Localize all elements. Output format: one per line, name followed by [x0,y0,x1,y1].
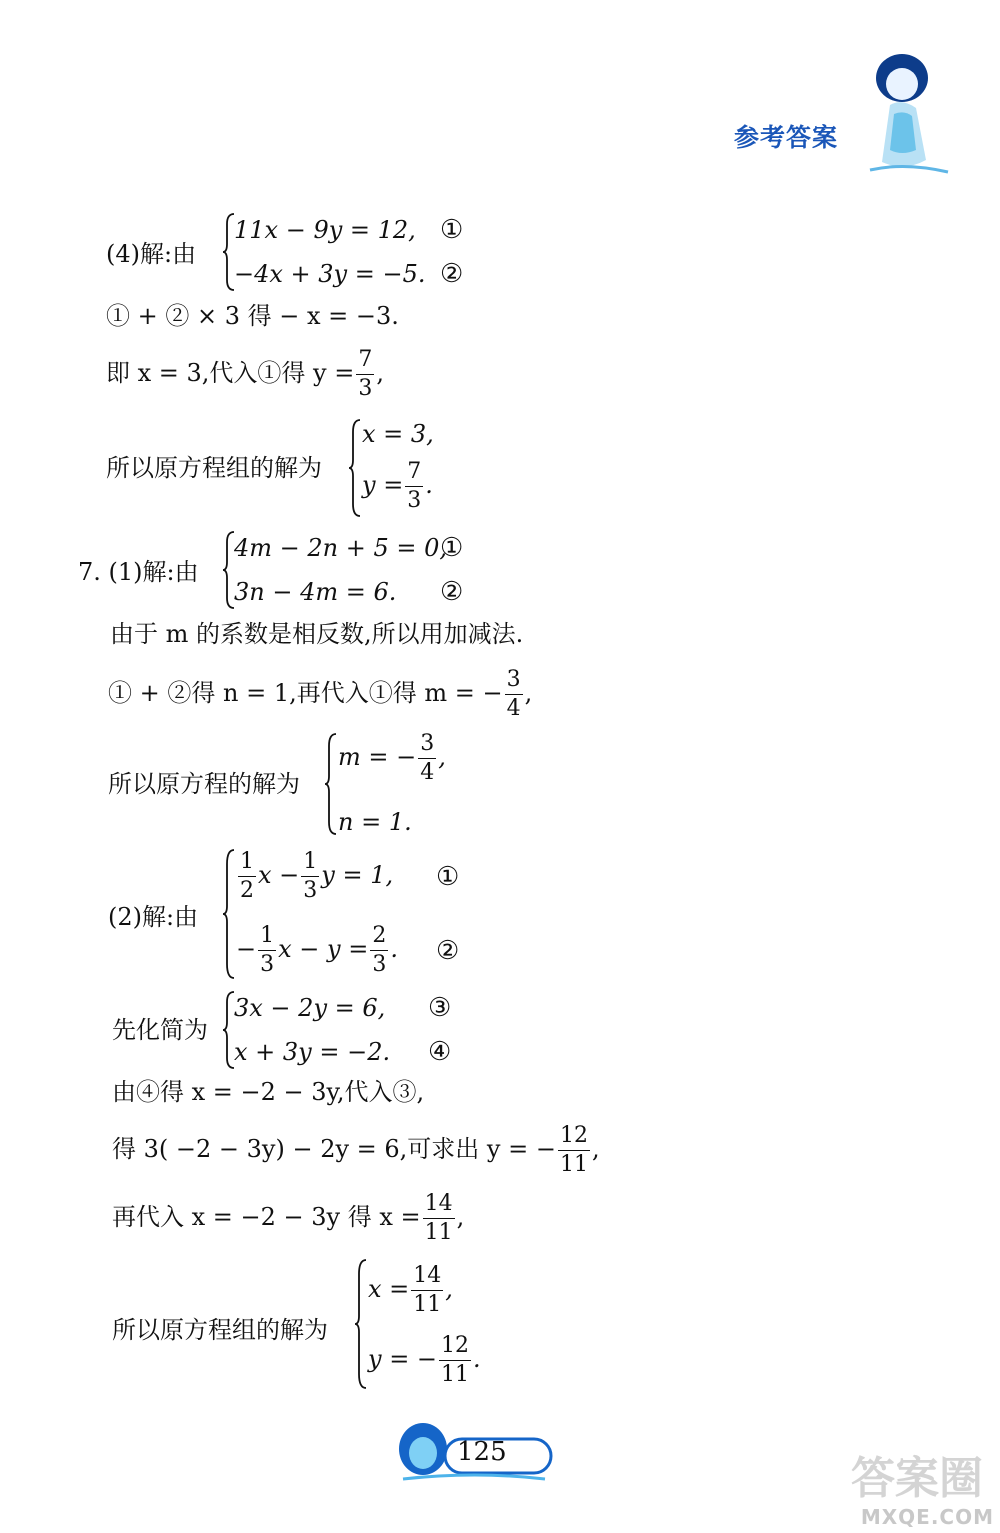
p4-system [222,212,482,292]
fraction: $\frac{7}{3}$ [358,347,373,402]
circled-1: ① [440,533,464,563]
q7-1-sol1: m = − $\frac{3}{4}$ , [338,731,446,786]
q7-2-simplified [222,990,472,1070]
p4-solution [348,418,488,518]
q7-1-system [222,530,482,610]
q7-2-simp2: x + 3y = −2. [234,1038,391,1066]
watermark [845,1440,1000,1533]
q7-2-simp-label: 先化简为 [112,1016,208,1044]
q7-2-step2: 得 3( −2 − 3y) − 2y = 6,可求出 y = − $\frac{12}{11}$ , [112,1123,600,1178]
page-header [720,50,950,190]
left-brace [222,848,236,980]
q7-2-simp1: 3x − 2y = 6, [234,994,386,1022]
p4-step2: 即 x = 3,代入①得 y = $\frac{7}{3}$ , [106,347,384,402]
circled-1: ① [440,215,464,245]
q7-2-sol1: x = $\frac{14}{11}$ , [368,1263,453,1318]
q7-1-eq1: 4m − 2n + 5 = 0, [234,534,448,562]
q7-2-sol-label: 所以原方程组的解为 [112,1316,328,1344]
p4-sol1: x = 3, [362,420,434,448]
q7-2-eq2: − $\frac{1}{3}$ x − y = $\frac{2}{3}$ . [236,923,398,978]
q7-1-sol-label: 所以原方程的解为 [108,770,300,798]
q7-1-solution [324,732,464,836]
q7-1-step: ① + ②得 n = 1,再代入①得 m = − $\frac{3}{4}$ , [108,667,533,722]
q7-2-system [222,848,482,980]
q7-2-sol2: y = − $\frac{12}{11}$ . [368,1333,481,1388]
page-number: 125 [457,1437,507,1467]
q7-1-note: 由于 m 的系数是相反数,所以用加减法. [110,620,524,648]
q7-2-label: (2)解:由 [108,903,199,931]
left-brace [348,418,362,518]
left-brace [354,1258,368,1390]
watermark-logo-text: 答案圈 [851,1453,983,1504]
q7-1-sol2: n = 1. [338,808,412,836]
q7-2-step1: 由④得 x = −2 − 3y,代入③, [112,1078,425,1106]
p4-eq1: 11x − 9y = 12, [234,216,416,244]
page-number-badge [395,1405,555,1485]
q7-2-step3: 再代入 x = −2 − 3y 得 x = $\frac{14}{11}$ , [112,1191,465,1246]
circled-4: ④ [428,1037,452,1067]
circled-2: ② [440,577,464,607]
circled-1: ① [436,862,460,892]
q7-2-eq1: $\frac{1}{2}$ x − $\frac{1}{3}$ y = 1, [240,849,394,904]
watermark-url: MXQE.COM [860,1505,994,1529]
left-brace [324,732,338,836]
p4-sol-label: 所以原方程组的解为 [106,454,322,482]
q7-2-solution [354,1258,514,1390]
mascot-illustration [860,50,950,180]
header-title: 参考答案 [734,123,839,152]
circled-3: ③ [428,993,452,1023]
p4-label: (4)解:由 [106,240,197,268]
p4-step1: ① + ② × 3 得 − x = −3. [106,302,399,330]
p4-sol2: y = $\frac{7}{3}$ . [362,459,433,514]
p4-eq2: −4x + 3y = −5. [234,260,426,288]
circled-2: ② [436,936,460,966]
q7-1-label: 7. (1)解:由 [78,558,199,586]
q7-1-eq2: 3n − 4m = 6. [234,578,397,606]
circled-2: ② [440,259,464,289]
